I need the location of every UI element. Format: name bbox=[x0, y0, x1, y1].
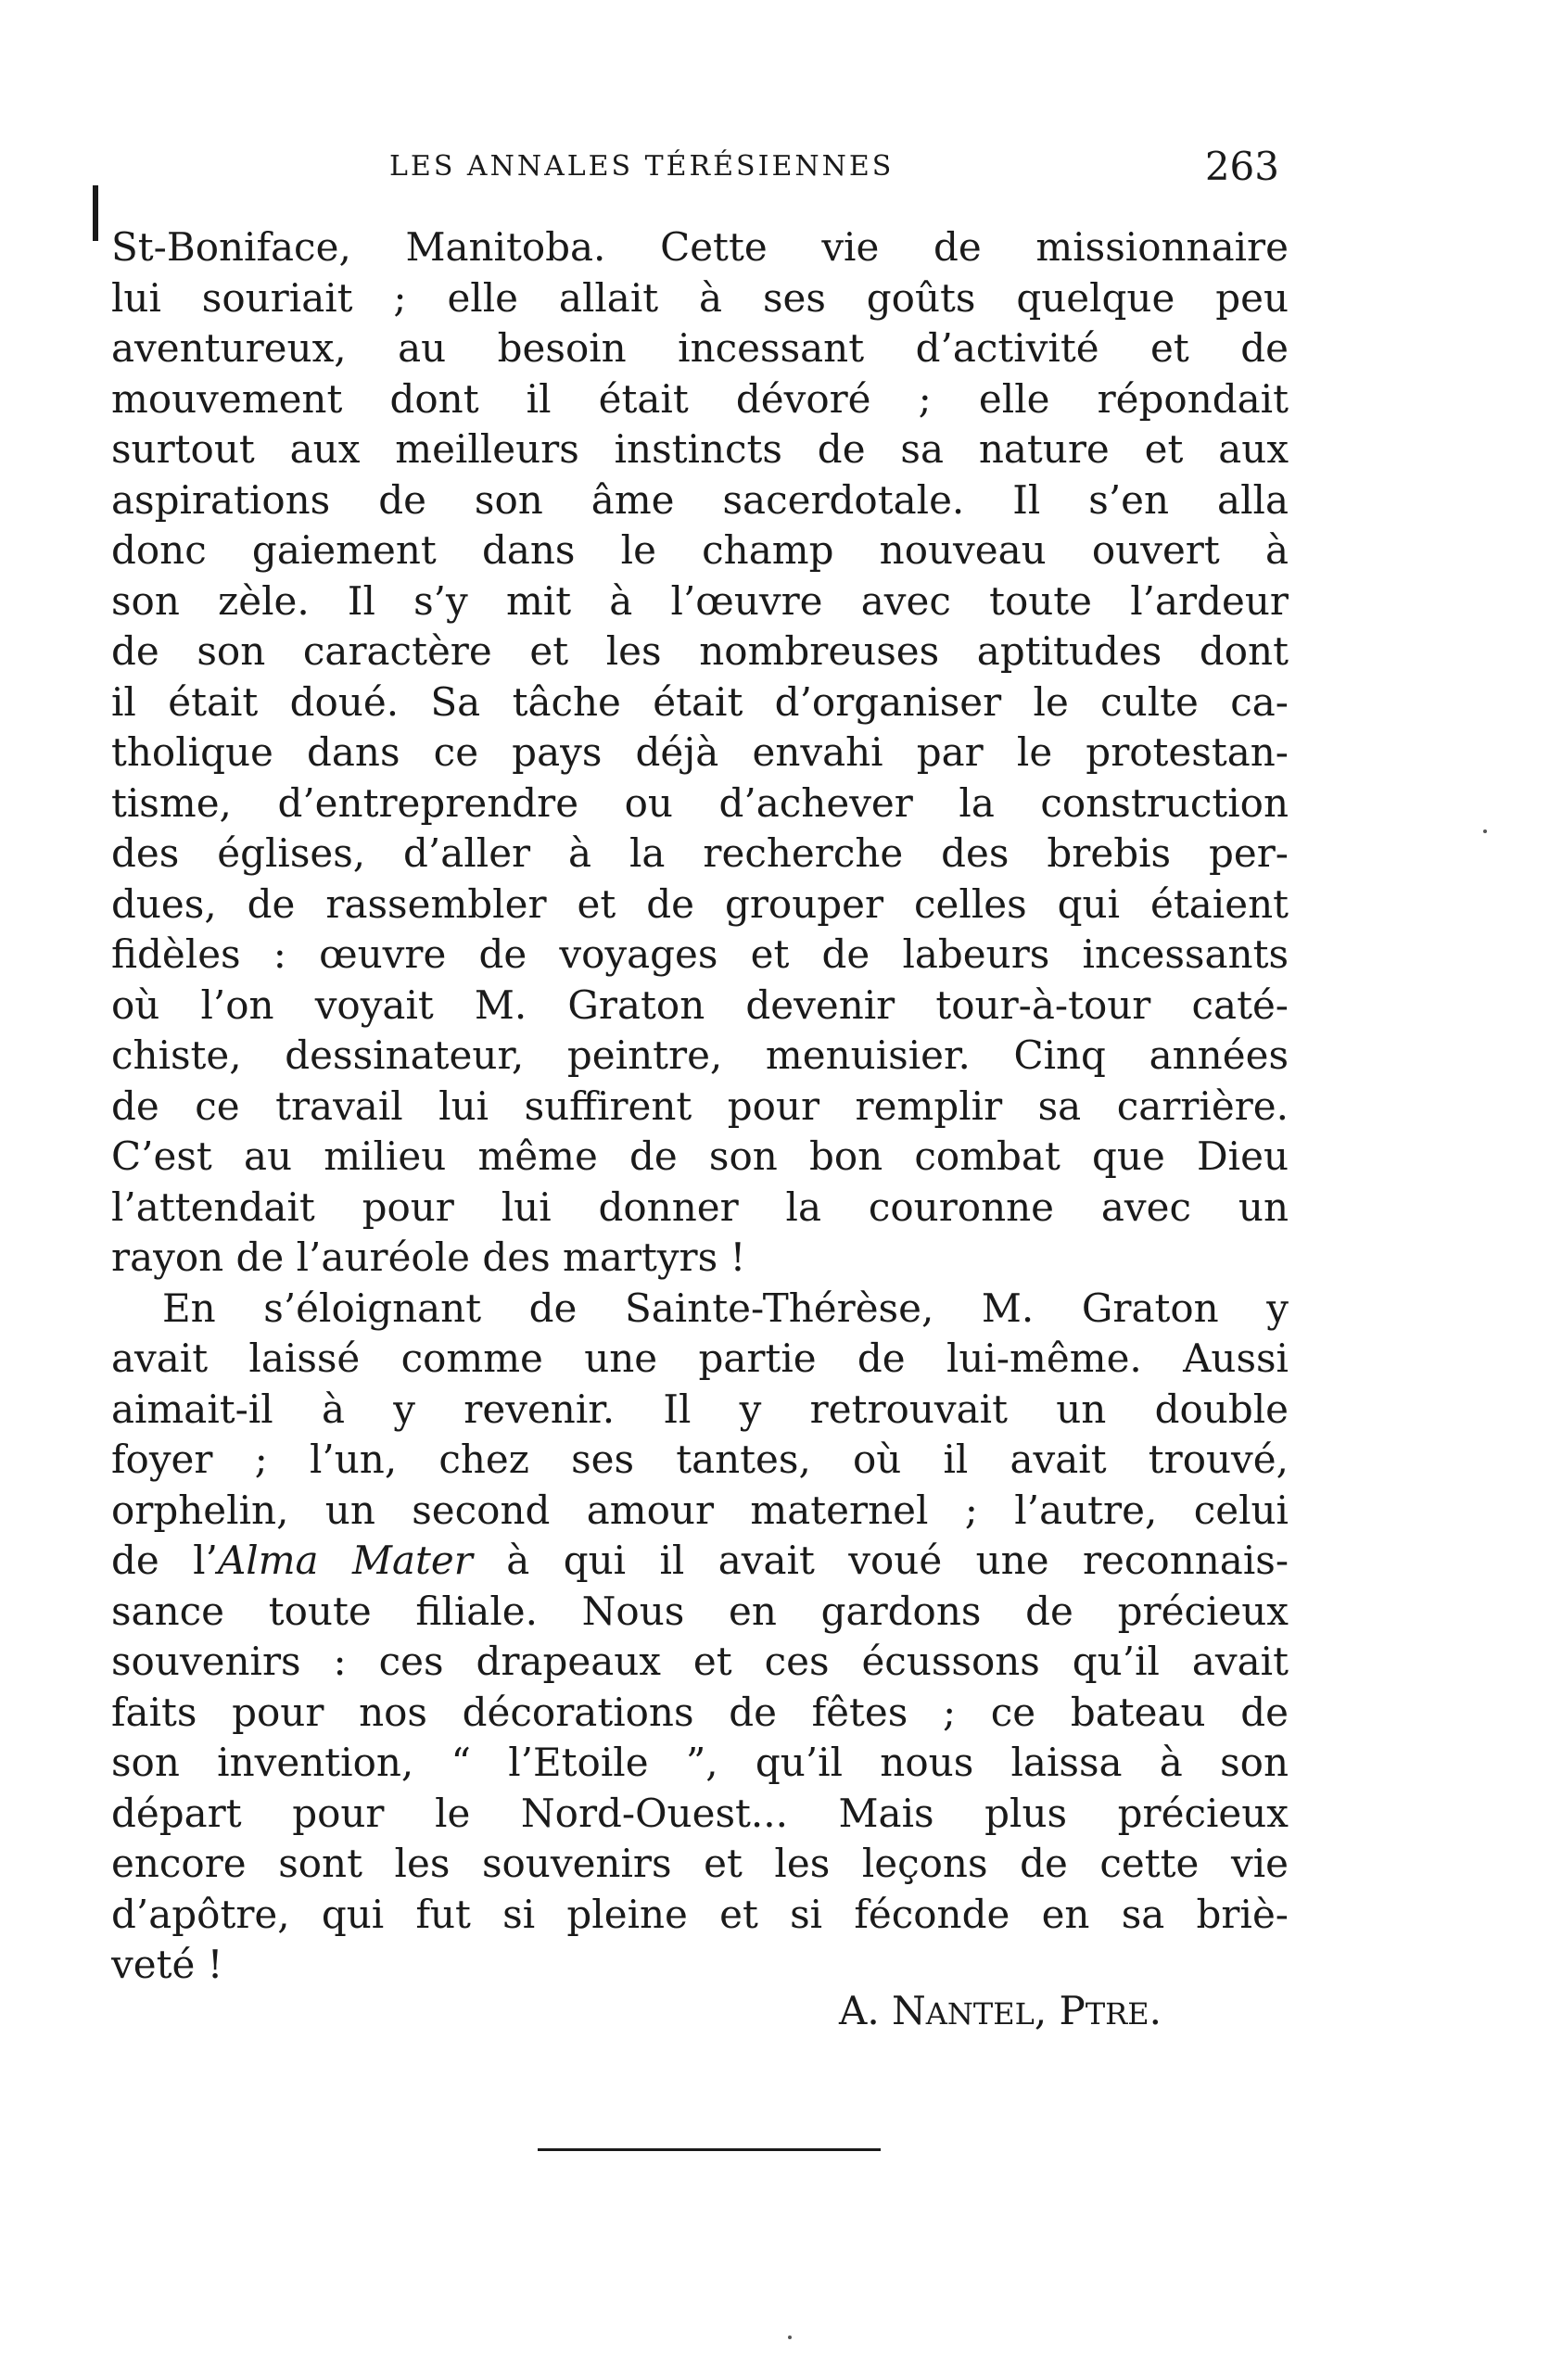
text-line: d’apôtre, qui fut si pleine et si féconde en sa briè- bbox=[111, 1891, 1289, 1937]
text-line: de son caractère et les nombreuses aptitudes dont bbox=[111, 628, 1289, 674]
text-line: encore sont les souvenirs et les leçons de cette vie bbox=[111, 1841, 1289, 1886]
text-line: il était doué. Sa tâche était d’organiser le culte ca- bbox=[111, 678, 1289, 725]
body-text bbox=[111, 222, 1289, 1991]
signature-surname: ANTEL bbox=[925, 1996, 1035, 2032]
text-line: tholique dans ce pays déjà envahi par le protestan- bbox=[111, 729, 1289, 775]
text-line: faits pour nos décorations de fêtes ; ce bateau de bbox=[111, 1689, 1289, 1735]
text-fragment: à qui il avait voué une reconnais- bbox=[472, 1538, 1289, 1583]
text-line: orphelin, un second amour maternel ; l’autre, celui bbox=[111, 1487, 1289, 1533]
text-line: de ce travail lui suffirent pour remplir sa carrière. bbox=[111, 1082, 1289, 1129]
text-line-alma-mater bbox=[111, 1536, 1289, 1587]
signature-title: TRE bbox=[1085, 1996, 1149, 2032]
text-line: mouvement dont il était dévoré ; elle répondait bbox=[111, 375, 1289, 422]
text-line: dues, de rassembler et de grouper celles qui étaient bbox=[111, 880, 1289, 927]
running-head bbox=[111, 139, 1279, 195]
text-line: veté ! bbox=[111, 1942, 223, 1987]
running-title: LES ANNALES TÉRÉSIENNES bbox=[389, 150, 895, 183]
closing-rule bbox=[538, 2148, 881, 2151]
paper-speck bbox=[1483, 829, 1487, 833]
text-line: aimait-il à y revenir. Il y retrouvait un double bbox=[111, 1386, 1289, 1432]
text-line: départ pour le Nord-Ouest... Mais plus précieux bbox=[111, 1790, 1289, 1836]
signature-separator: , P bbox=[1034, 1988, 1086, 2033]
text-line: souvenirs : ces drapeaux et ces écussons qu’il avait bbox=[111, 1639, 1289, 1684]
text-line: son invention, “ l’Etoile ”, qu’il nous laissa à son bbox=[111, 1740, 1289, 1785]
text-line: chiste, dessinateur, peintre, menuisier. Cinq années bbox=[111, 1032, 1289, 1078]
text-line: avait laissé comme une partie de lui-même. Aussi bbox=[111, 1336, 1289, 1381]
italic-alma-mater: Alma Mater bbox=[217, 1538, 473, 1583]
text-line: foyer ; l’un, chez ses tantes, où il avait trouvé, bbox=[111, 1437, 1289, 1482]
text-line: tisme, d’entreprendre ou d’achever la construction bbox=[111, 779, 1289, 826]
paper-speck bbox=[788, 2336, 792, 2339]
signature-initial: A. N bbox=[839, 1988, 926, 2033]
text-line: donc gaiement dans le champ nouveau ouvert à bbox=[111, 527, 1289, 573]
signature-end: . bbox=[1149, 1988, 1162, 2033]
text-line: son zèle. Il s’y mit à l’œuvre avec toute l’ardeur bbox=[111, 577, 1289, 624]
text-line: fidèles : œuvre de voyages et de labeurs incessants bbox=[111, 931, 1289, 977]
author-signature bbox=[839, 1983, 1162, 2042]
text-line: St-Boniface, Manitoba. Cette vie de missionnaire bbox=[111, 224, 1289, 270]
text-line: C’est au milieu même de son bon combat que Dieu bbox=[111, 1133, 1289, 1179]
text-line: lui souriait ; elle allait à ses goûts quelque peu bbox=[111, 274, 1289, 321]
text-line: sance toute filiale. Nous en gardons de précieux bbox=[111, 1588, 1289, 1634]
text-line: aventureux, au besoin incessant d’activité et de bbox=[111, 325, 1289, 371]
text-line: des églises, d’aller à la recherche des brebis per- bbox=[111, 830, 1289, 876]
text-line: où l’on voyait M. Graton devenir tour-à-tour caté- bbox=[111, 981, 1289, 1028]
margin-rule bbox=[93, 185, 98, 241]
text-line: l’attendait pour lui donner la couronne avec un bbox=[111, 1184, 1289, 1230]
page-number: 263 bbox=[1204, 144, 1279, 189]
text-line: rayon de l’auréole des martyrs ! bbox=[111, 1234, 746, 1280]
text-fragment: de l’ bbox=[111, 1538, 218, 1583]
text-line: surtout aux meilleurs instincts de sa nature et aux bbox=[111, 426, 1289, 472]
text-line: En s’éloignant de Sainte-Thérèse, M. Graton y bbox=[162, 1285, 1289, 1331]
text-line: aspirations de son âme sacerdotale. Il s’en alla bbox=[111, 476, 1289, 523]
